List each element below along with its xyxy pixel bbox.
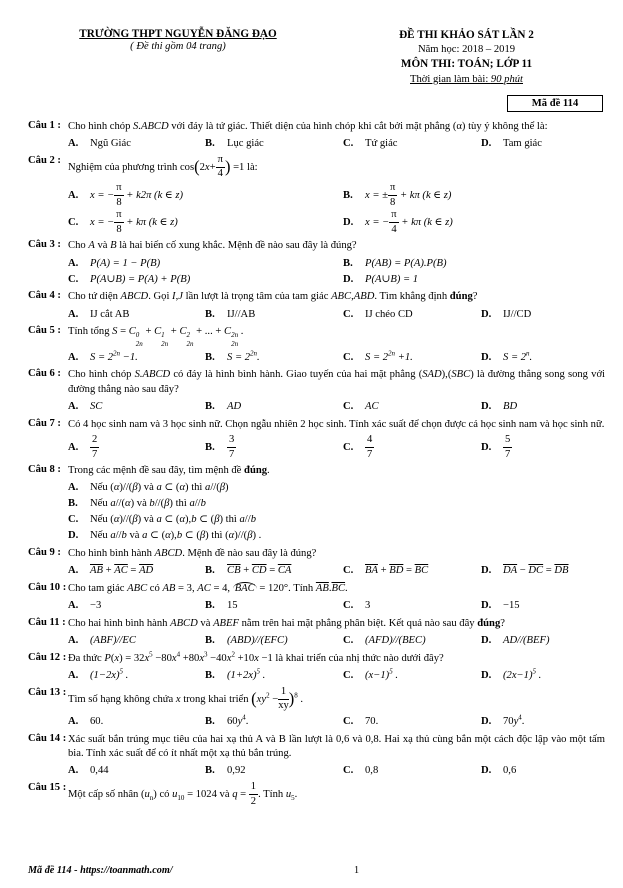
question-label: Câu 14 : xyxy=(28,732,67,744)
options-row xyxy=(68,762,605,778)
duration-label: Thời gian làm bài: xyxy=(410,73,491,85)
option-letter: C. xyxy=(343,138,354,150)
question-stem: Có 4 học sinh nam và 3 học sinh nữ. Chọn ngẫu nhiên 2 học sinh. Tính xác suất để chọn được cả học sinh nam và học sinh nữ. xyxy=(68,418,605,430)
option-text: Ngũ Giác xyxy=(90,138,131,150)
option-letter: C. xyxy=(343,634,354,646)
question xyxy=(28,155,605,236)
option-letter: B. xyxy=(68,498,78,510)
question-label: Câu 5 : xyxy=(28,325,61,337)
question-label: Câu 6 : xyxy=(28,368,61,380)
option-text: −15 xyxy=(503,599,520,611)
code-box-row xyxy=(28,95,603,112)
option xyxy=(481,351,605,365)
question-label: Câu 12 : xyxy=(28,651,67,663)
footer-source: Mã đề 114 - https://toanmath.com/ xyxy=(28,865,173,876)
option xyxy=(343,257,605,271)
option xyxy=(68,634,205,648)
option xyxy=(205,351,343,365)
option xyxy=(343,400,481,414)
question-stem: Cho hình bình hành ABCD. Mệnh đề nào sau đây là đúng? xyxy=(68,547,317,559)
option-letter: C. xyxy=(343,351,354,363)
question-label: Câu 3 : xyxy=(28,239,61,251)
question-label: Câu 2 : xyxy=(28,154,61,166)
option-letter: D. xyxy=(481,138,492,150)
option xyxy=(343,308,481,322)
option-text: Nếu (α)//(β) và a ⊂ (α),b ⊂ (β) thì a//b xyxy=(90,514,256,525)
question xyxy=(28,418,605,460)
option-text: SC xyxy=(90,400,103,412)
school-year: Năm học: 2018 – 2019 xyxy=(417,44,516,56)
option xyxy=(68,513,605,527)
option xyxy=(343,764,481,778)
option-text: Tam giác xyxy=(503,138,542,150)
question xyxy=(28,325,605,364)
option xyxy=(343,634,481,648)
option-text: $(1-2x)^5$ . xyxy=(90,667,129,682)
question-stem: Một cấp số nhân $(u_n)$ có $u_{10} = 1024$ và q = $\frac{1}{2}$ . Tính $u_5$. xyxy=(68,781,298,807)
option-letter: A. xyxy=(68,634,79,646)
exam-code-box: Mã đề 114 xyxy=(507,95,603,112)
option xyxy=(68,137,205,151)
option-text: AC xyxy=(365,400,379,412)
option xyxy=(68,435,205,460)
question-stem: Cho tam giác ABC có AB = 3, AC = 4, BAC = 120°. Tính $\overline{AB}.\overline{BC}$. xyxy=(68,582,348,594)
option-letter: C. xyxy=(343,765,354,777)
option-letter: D. xyxy=(481,599,492,611)
question xyxy=(28,120,605,151)
question-label: Câu 13 : xyxy=(28,686,67,698)
option xyxy=(205,764,343,778)
option-letter: C. xyxy=(343,442,354,454)
option xyxy=(481,669,605,683)
option-letter: A. xyxy=(68,715,79,727)
question-stem: Tính tổng S = C 0 2n + C 1 2n + C 2 2n + ... + C 2n 2n . xyxy=(68,326,244,348)
question-label: Câu 8 : xyxy=(28,464,61,476)
option-letter: B. xyxy=(205,308,215,320)
option xyxy=(343,564,481,578)
option xyxy=(481,400,605,414)
options-row xyxy=(68,398,605,414)
option-letter: D. xyxy=(481,564,492,576)
option xyxy=(68,308,205,322)
option-letter: D. xyxy=(481,351,492,363)
option-letter: A. xyxy=(68,599,79,611)
option-letter: D. xyxy=(343,273,354,285)
option-text: x = − $\frac{\pi}{8}$ + k2π (k ∈ z) xyxy=(90,182,184,208)
question xyxy=(28,733,605,778)
option xyxy=(481,599,605,613)
option xyxy=(343,183,605,208)
option xyxy=(68,529,605,543)
option-text: IJ cắt AB xyxy=(90,308,130,320)
option-text: AD//(BEF) xyxy=(503,634,550,646)
options-row xyxy=(68,479,605,542)
option-text: (ABD)//(EFC) xyxy=(227,634,288,646)
option xyxy=(343,351,481,365)
option xyxy=(481,715,605,729)
option-letter: C. xyxy=(343,308,354,320)
option xyxy=(481,564,605,578)
option-text: 0,6 xyxy=(503,765,517,777)
option-text: IJ//AB xyxy=(227,308,256,320)
option-letter: B. xyxy=(205,715,215,727)
option-letter: C. xyxy=(343,599,354,611)
option xyxy=(481,308,605,322)
options-row xyxy=(68,255,605,287)
option-text: 70. xyxy=(365,715,379,727)
option-text: 0,44 xyxy=(90,765,109,777)
option xyxy=(481,435,605,460)
options-row xyxy=(68,667,605,683)
question xyxy=(28,368,605,413)
pages-note: ( Đề thi gồm 04 trang) xyxy=(130,41,226,52)
option-letter: D. xyxy=(481,715,492,727)
option-letter: B. xyxy=(205,765,215,777)
option-text: $\overline{AB} + \overline{AC} = \overline{AD}$ xyxy=(90,564,154,576)
option-text: $\overline{DA} - \overline{DC} = \overline{DB}$ xyxy=(503,564,569,576)
question xyxy=(28,782,605,807)
option-text: Nếu a//b và a ⊂ (α),b ⊂ (β) thì (α)//(β) . xyxy=(90,529,262,541)
option-text: $\frac{4}{7}$ xyxy=(367,433,373,460)
option-text: $60y^4$. xyxy=(227,713,249,727)
question-stem: Cho hai hình bình hành ABCD và ABEF nằm trên hai mặt phẳng phân biệt. Kết quả nào sau đây đúng? xyxy=(68,617,505,629)
option xyxy=(68,210,343,235)
question-stem: Cho hình chóp S.ABCD có đáy là hình bình hành. Giao tuyến của hai mặt phẳng (SAD),(SBC) là đường thẳng song song với đường thẳng nào sau đây? xyxy=(68,369,605,395)
options-row xyxy=(68,713,605,729)
option xyxy=(68,715,205,729)
options-row xyxy=(68,562,605,578)
option xyxy=(205,715,343,729)
option-letter: D. xyxy=(481,308,492,320)
option xyxy=(205,400,343,414)
question xyxy=(28,652,605,683)
option xyxy=(68,669,205,683)
option-text: $S = 2^{2n} -1$. xyxy=(90,349,138,363)
option xyxy=(68,400,205,414)
question xyxy=(28,464,605,542)
option-letter: A. xyxy=(68,257,79,269)
option-letter: D. xyxy=(481,400,492,412)
option-text: P(A∪B) = 1 xyxy=(365,273,419,285)
option xyxy=(205,137,343,151)
options-row xyxy=(68,632,605,648)
page-footer xyxy=(28,865,605,876)
option-letter: B. xyxy=(205,564,215,576)
option-text: $S = 2^{2n}$. xyxy=(227,349,260,363)
option-text: Nếu (α)//(β) và a ⊂ (α) thì a//(β) xyxy=(90,482,229,494)
option-text: P(A) = 1 − P(B) xyxy=(90,257,161,269)
options-row xyxy=(68,433,605,460)
option xyxy=(343,435,481,460)
question-label: Câu 7 : xyxy=(28,417,61,429)
header-school-block xyxy=(28,28,328,52)
option-text: $(2x-1)^5$ . xyxy=(503,667,542,682)
option-text: 60. xyxy=(90,715,104,727)
school-name: TRƯỜNG THPT NGUYỄN ĐĂNG ĐẠO xyxy=(79,28,277,40)
option-letter: A. xyxy=(68,670,79,682)
question-stem: Nghiệm của phương trình cos(2x+ $\frac{\pi}{4}$ ) =1 là: xyxy=(68,153,258,180)
option-letter: B. xyxy=(205,138,215,150)
option-text: IJ//CD xyxy=(503,308,532,320)
option xyxy=(68,599,205,613)
option-letter: D. xyxy=(343,217,354,229)
page-number: 1 xyxy=(353,865,360,876)
option-letter: C. xyxy=(343,564,354,576)
question xyxy=(28,582,605,613)
option-text: $\frac{3}{7}$ xyxy=(229,433,235,460)
option-letter: C. xyxy=(343,670,354,682)
option-text: BD xyxy=(503,400,518,412)
option-text: $\overline{BA} + \overline{BD} = \overline{BC}$ xyxy=(365,564,429,576)
option-letter: B. xyxy=(205,442,215,454)
option-letter: A. xyxy=(68,400,79,412)
option-text: 3 xyxy=(365,599,371,611)
option-text: (AFD)//(BEC) xyxy=(365,634,426,646)
option-text: Tứ giác xyxy=(365,138,398,150)
option xyxy=(205,634,343,648)
option-text: Lục giác xyxy=(227,138,264,150)
option-letter: C. xyxy=(343,715,354,727)
option xyxy=(481,634,605,648)
question-stem: Đa thức $P(x) = 32x^5 -80x^4 +80x^3 -40x^2 +10x -1$ là khai triển của nhị thức nào dưới đây? xyxy=(68,650,444,664)
option-letter: D. xyxy=(481,442,492,454)
exam-title: ĐỀ THI KHẢO SÁT LẦN 2 xyxy=(399,29,534,41)
option xyxy=(343,599,481,613)
option xyxy=(343,137,481,151)
option xyxy=(68,481,605,495)
option-letter: B. xyxy=(205,670,215,682)
option-text: −3 xyxy=(90,599,102,611)
option-text: Nếu a//(α) và b//(β) thì a//b xyxy=(90,498,206,510)
option-letter: C. xyxy=(68,273,79,285)
question-label: Câu 15 : xyxy=(28,782,67,794)
option xyxy=(68,183,343,208)
duration-value: 90 phút xyxy=(490,73,523,85)
subject-line: MÔN THI: TOÁN; LỚP 11 xyxy=(400,58,533,71)
option-text: $S = 2^n$. xyxy=(503,349,533,363)
option-letter: D. xyxy=(481,765,492,777)
question-label: Câu 1 : xyxy=(28,119,61,131)
option-text: x = ± $\frac{\pi}{8}$ + kπ (k ∈ z) xyxy=(365,182,452,208)
options-row xyxy=(68,181,605,235)
option xyxy=(205,599,343,613)
question-stem: Cho tứ diện ABCD. Gọi I,J lần lượt là trọng tâm của tam giác ABC,ABD. Tìm khẳng định đúng? xyxy=(68,291,478,303)
option xyxy=(343,715,481,729)
option-letter: A. xyxy=(68,190,79,202)
option-letter: A. xyxy=(68,564,79,576)
question-label: Câu 4 : xyxy=(28,290,61,302)
header-exam-block xyxy=(328,28,605,87)
option xyxy=(68,764,205,778)
option-text: P(AB) = P(A).P(B) xyxy=(365,257,447,269)
option-letter: C. xyxy=(68,217,79,229)
option-letter: D. xyxy=(481,634,492,646)
option-letter: C. xyxy=(68,514,79,525)
exam-header xyxy=(28,28,605,87)
option-letter: A. xyxy=(68,482,79,494)
option xyxy=(68,257,343,271)
questions xyxy=(28,116,605,807)
option-letter: B. xyxy=(205,351,215,363)
option xyxy=(68,351,205,365)
option-letter: A. xyxy=(68,351,79,363)
question-stem: Cho hình chóp S.ABCD với đáy là tứ giác. Thiết diện của hình chóp khi cắt bởi mặt phẳng (α) tùy ý không thể là: xyxy=(68,120,548,132)
option-text: $\overline{CB} + \overline{CD} = \overline{CA}$ xyxy=(227,564,292,576)
question xyxy=(28,687,605,729)
option xyxy=(68,564,205,578)
option xyxy=(205,308,343,322)
option-text: $S = 2^{2n} +1$. xyxy=(365,349,413,363)
options-row xyxy=(68,306,605,322)
option-text: 0,92 xyxy=(227,765,246,777)
option-letter: B. xyxy=(205,599,215,611)
question-stem: Xác suất bắn trúng mục tiêu của hai xạ thủ A và B lần lượt là 0,6 và 0,8. Hai xạ thủ cùng bắn một cách độc lập vào một tấm bia. Tính xác suất để có ít nhất một xạ thủ bắn trúng. xyxy=(68,733,605,760)
question-label: Câu 11 : xyxy=(28,616,66,628)
option-text: x = − $\frac{\pi}{4}$ + kπ (k ∈ z) xyxy=(365,209,453,235)
option-text: IJ chéo CD xyxy=(365,308,413,320)
option xyxy=(481,137,605,151)
option-text: $\frac{5}{7}$ xyxy=(505,433,511,460)
options-row xyxy=(68,597,605,613)
question xyxy=(28,239,605,286)
option xyxy=(205,669,343,683)
option-letter: B. xyxy=(205,400,215,412)
question xyxy=(28,290,605,321)
option-text: (ABF)//EC xyxy=(90,634,136,646)
option-letter: A. xyxy=(68,765,79,777)
option-text: 15 xyxy=(227,599,238,611)
question-stem: Tìm số hạng không chứa x trong khai triển ($xy^2$ − $\frac{1}{xy}$ )$^8$ . xyxy=(68,685,304,712)
option-text: AD xyxy=(227,400,242,412)
option-text: $70y^4$. xyxy=(503,713,525,727)
question-stem: Cho A và B là hai biến cố xung khắc. Mệnh đề nào sau đây là đúng? xyxy=(68,240,357,252)
option-text: x = − $\frac{\pi}{8}$ + kπ (k ∈ z) xyxy=(90,209,178,235)
option-letter: D. xyxy=(481,670,492,682)
option xyxy=(205,435,343,460)
option-letter: A. xyxy=(68,138,79,150)
option-letter: B. xyxy=(343,257,353,269)
option-letter: A. xyxy=(68,442,79,454)
question-stem: Trong các mệnh đề sau đây, tìm mệnh đề đúng. xyxy=(68,465,270,477)
option-letter: B. xyxy=(343,190,353,202)
option xyxy=(343,210,605,235)
question xyxy=(28,617,605,648)
option-text: P(A∪B) = P(A) + P(B) xyxy=(90,273,191,285)
option-text: $(1+2x)^5$ . xyxy=(227,667,266,682)
option-letter: B. xyxy=(205,634,215,646)
option-letter: A. xyxy=(68,308,79,320)
option xyxy=(343,273,605,287)
option-text: $(x-1)^5$ . xyxy=(365,667,399,682)
option xyxy=(68,497,605,511)
question xyxy=(28,547,605,578)
option-letter: C. xyxy=(343,400,354,412)
option-text: $\frac{2}{7}$ xyxy=(92,433,98,460)
option xyxy=(481,764,605,778)
question-label: Câu 9 : xyxy=(28,546,61,558)
question-label: Câu 10 : xyxy=(28,581,67,593)
option-letter: D. xyxy=(68,529,79,541)
option xyxy=(68,273,343,287)
option-text: 0,8 xyxy=(365,765,379,777)
option xyxy=(343,669,481,683)
options-row xyxy=(68,135,605,151)
options-row xyxy=(68,349,605,365)
duration-line xyxy=(328,73,605,87)
option xyxy=(205,564,343,578)
